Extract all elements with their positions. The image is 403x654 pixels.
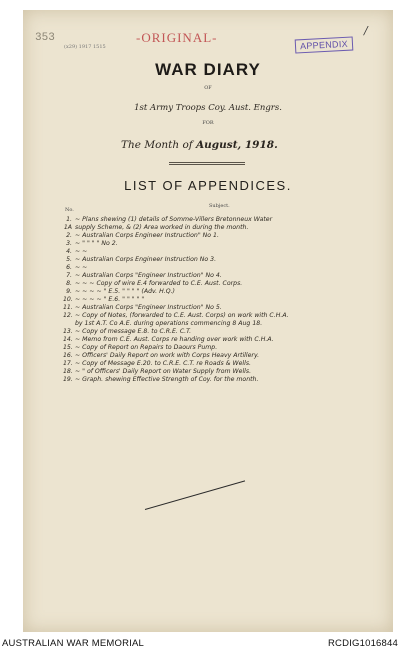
appendix-entry bbox=[63, 264, 388, 272]
appendix-number: 3. bbox=[66, 240, 72, 247]
appendix-subject: ~ ~ ~ Copy of wire E.4 forwarded to C.E. Aust. Corps. bbox=[75, 280, 243, 287]
diary-sheet bbox=[23, 10, 393, 632]
appendix-entry bbox=[63, 328, 388, 336]
appendix-entry bbox=[63, 304, 388, 312]
appendix-entry bbox=[63, 216, 388, 224]
appendix-number: 18. bbox=[63, 368, 73, 375]
appendix-subject: ~ Copy of Notes, (forwarded to C.E. Aust. Corps) on work with C.H.A. bbox=[75, 312, 289, 319]
appendix-number: 8. bbox=[66, 280, 72, 287]
unit-name: 1st Army Troops Coy. Aust. Engrs. bbox=[134, 103, 282, 113]
appendix-number: 17. bbox=[63, 360, 73, 367]
form-code: (x29) 1917 1515 bbox=[64, 44, 106, 50]
appendix-subject: ~ Memo from C.E. Aust. Corps re handing over work with C.H.A. bbox=[75, 336, 274, 343]
appendix-entry bbox=[63, 336, 388, 344]
appendix-entry bbox=[63, 272, 388, 280]
appendix-entry bbox=[63, 256, 388, 264]
appendix-number: 11. bbox=[63, 304, 73, 311]
appendix-entry bbox=[63, 248, 388, 256]
month-line bbox=[121, 139, 278, 151]
appendix-number: 15. bbox=[63, 344, 73, 351]
appendix-subject: ~ Copy of message E.8. to C.R.E. C.T. bbox=[75, 328, 192, 335]
appendix-subject: ~ Australian Corps Engineer Instruction" No 1. bbox=[75, 232, 219, 239]
appendix-number: 1A bbox=[63, 224, 72, 231]
page-number: 353 bbox=[35, 32, 55, 44]
appendix-entry bbox=[63, 296, 388, 304]
appendix-subject: ~ ~ ~ ~ " E.6. " " " " " bbox=[75, 296, 145, 303]
pen-mark: / bbox=[364, 24, 368, 37]
column-no-header: No. bbox=[65, 207, 74, 213]
archive-credit: AUSTRALIAN WAR MEMORIAL bbox=[2, 638, 145, 649]
month-value: August, 1918. bbox=[196, 139, 278, 151]
appendix-subject: ~ Graph. shewing Effective Strength of Coy. for the month. bbox=[75, 376, 259, 383]
appendix-list bbox=[63, 216, 388, 384]
for-label: FOR bbox=[202, 120, 214, 126]
appendix-number: 5. bbox=[66, 256, 72, 263]
signature-stroke bbox=[145, 480, 245, 510]
appendix-entry bbox=[63, 376, 388, 384]
appendix-subject: ~ Plans shewing (1) details of Somme-Villers Bretonneux Water bbox=[75, 216, 273, 223]
original-stamp: -ORIGINAL- bbox=[136, 30, 218, 45]
appendix-entry bbox=[63, 360, 388, 368]
appendices-title: LIST OF APPENDICES. bbox=[124, 178, 292, 193]
record-id: RCDIG1016844 bbox=[328, 638, 398, 649]
appendix-number: 1. bbox=[66, 216, 72, 223]
appendix-subject: ~ Australian Corps "Engineer Instruction" No 5. bbox=[75, 304, 222, 311]
appendix-number: 4. bbox=[66, 248, 72, 255]
appendix-subject: ~ " " " " No 2. bbox=[75, 240, 118, 247]
appendix-entry bbox=[63, 280, 388, 288]
appendix-number: 19. bbox=[63, 376, 73, 383]
appendix-entry bbox=[63, 232, 388, 240]
appendix-number: 13. bbox=[63, 328, 73, 335]
appendix-number: 6. bbox=[66, 264, 72, 271]
appendix-entry bbox=[63, 240, 388, 248]
appendix-subject: ~ Copy of Message E.20. to C.R.E. C.T. re Roads & Wells. bbox=[75, 360, 252, 367]
double-rule bbox=[169, 162, 245, 165]
appendix-subject: ~ Australian Corps "Engineer Instruction" No 4. bbox=[75, 272, 222, 279]
appendix-subject: ~ ~ bbox=[75, 248, 88, 255]
appendix-subject: ~ ~ ~ ~ " E.5. " " " " (Adv. H.Q.) bbox=[75, 288, 175, 295]
appendix-number: 7. bbox=[66, 272, 72, 279]
of-label: OF bbox=[204, 85, 212, 91]
appendix-subject: ~ Copy of Report on Repairs to Daours Pump. bbox=[75, 344, 218, 351]
appendix-entry bbox=[63, 344, 388, 352]
appendix-number: 10. bbox=[63, 296, 73, 303]
month-label: The Month of bbox=[121, 139, 193, 151]
appendix-subject: ~ ~ bbox=[75, 264, 88, 271]
appendix-subject: supply Scheme, & (2) Area worked in during the month. bbox=[75, 224, 249, 231]
appendix-entry bbox=[63, 368, 388, 376]
column-subject-header: Subject. bbox=[209, 203, 230, 209]
appendix-entry bbox=[63, 312, 388, 320]
appendix-entry bbox=[63, 224, 388, 232]
appendix-number: 12. bbox=[63, 312, 73, 319]
appendix-number: 16. bbox=[63, 352, 73, 359]
appendix-stamp: APPENDIX bbox=[295, 36, 354, 53]
appendix-subject: ~ " of Officers' Daily Report on Water Supply from Wells. bbox=[75, 368, 252, 375]
appendix-number: 14. bbox=[63, 336, 73, 343]
appendix-subject-continuation: by 1st A.T. Co A.E. during operations commencing 8 Aug 18. bbox=[75, 320, 263, 327]
appendix-number: 9. bbox=[66, 288, 72, 295]
appendix-entry bbox=[63, 352, 388, 360]
appendix-entry bbox=[63, 288, 388, 296]
diary-title: WAR DIARY bbox=[155, 60, 261, 79]
appendix-subject: ~ Australian Corps Engineer Instruction No 3. bbox=[75, 256, 217, 263]
appendix-number: 2. bbox=[66, 232, 72, 239]
appendix-subject: ~ Officers' Daily Report on work with Corps Heavy Artillery. bbox=[75, 352, 260, 359]
